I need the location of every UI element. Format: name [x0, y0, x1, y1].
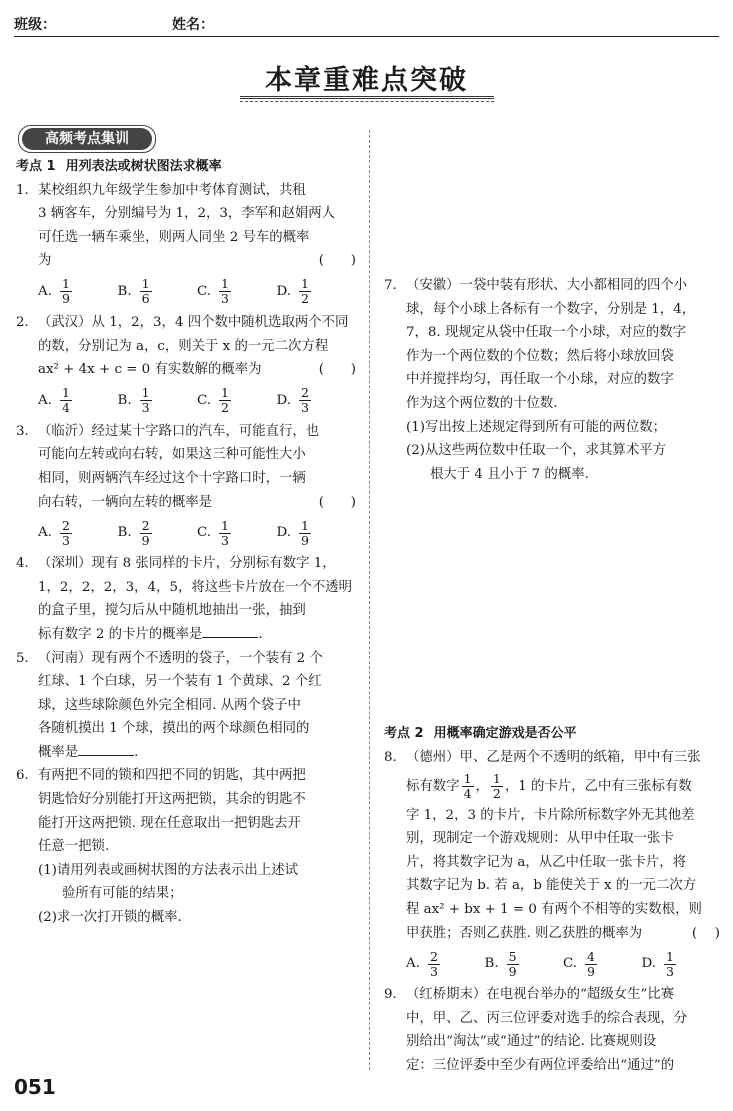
question-7: 7. （安徽）一袋中装有形状、大小都相同的四个小 球，每个小球上各标有一个数字，分别是 1，4， 7，8. 现规定从袋中任取一个小球，对应的数字 作为一个两位数的个位数；然后将小球放回袋 中并搅拌均匀，再任取一个小球，对应的数字 作为这个两位数的十位数.	[384, 278, 696, 411]
answer-paren[interactable]: ( )	[691, 925, 720, 941]
question-6-part-2: (2)求一次打开锁的概率.	[38, 910, 182, 926]
right-column	[384, 274, 720, 1077]
question-1: 1. 某校组织九年级学生参加中考体育测试，共租 3 辆客车，分别编号为 1，2，3，李军和赵娟两人 可任选一辆车乘坐，则两人同坐 2 号车的概率 为 ( )	[16, 179, 356, 273]
question-9: 9. （红桥期末）在电视台举办的“超级女生”比赛 中，甲、乙、丙三位评委对选手的综合表现，分 别给出“淘汰”或“通过”的结论. 比赛规则设 定：三位评委中至少有两位评委给出“通过”的	[384, 987, 688, 1073]
option-d[interactable]: D. $\frac{1}{3}$	[641, 948, 674, 979]
question-2: 2. （武汉）从 1，2，3，4 四个数中随机选取两个不同 的数，分别记为 a，c，则关于 x 的一元二次方程 ax² + 4x + c = 0 有实数解的概率为 ( )	[16, 311, 356, 382]
left-column	[16, 155, 356, 930]
question-5: 5. （河南）现有两个不透明的袋子，一个装有 2 个 红球、1 个白球，另一个装有 1 个黄球、2 个红 球，这些球除颜色外完全相同. 从两个袋子中 各随机摸出 1 个球，摸出的两个球颜色相同的 概率是 .	[16, 650, 323, 760]
option-a[interactable]: A. $\frac{2}{3}$	[406, 948, 438, 979]
option-b[interactable]: B. $\frac{2}{9}$	[117, 517, 150, 548]
option-a[interactable]: A. $\frac{2}{3}$	[38, 517, 70, 548]
question-7-part-2: (2)从这些两位数中任取一个，求其算术平方 根大于 4 且小于 7 的概率.	[406, 443, 666, 482]
name-label: 姓名：	[172, 17, 214, 33]
question-6: 6. 有两把不同的锁和四把不同的钥匙，其中两把 钥匙恰好分别能打开这两把锁，其余的钥匙不 能打开这两把锁. 现在任意取出一把钥匙去开 任意一把锁.	[16, 768, 306, 855]
page-number: 051	[14, 1075, 56, 1099]
title-underline	[240, 96, 494, 99]
question-3-options	[16, 516, 356, 550]
option-c[interactable]: C. $\frac{4}{9}$	[563, 948, 595, 979]
answer-paren[interactable]: ( )	[318, 362, 356, 378]
option-c[interactable]: C. $\frac{1}{2}$	[197, 385, 229, 416]
question-4: 4. （深圳）现有 8 张同样的卡片，分别标有数字 1， 1，2，2，2，3，4，5，将这些卡片放在一个不透明 的盒子里，搅匀后从中随机地抽出一张，抽到 标有数字 2 的卡片的概率是 .	[16, 556, 353, 642]
section-badge: 高频考点集训	[22, 128, 152, 150]
option-b[interactable]: B. $\frac{5}{9}$	[484, 948, 517, 979]
option-d[interactable]: D. $\frac{1}{9}$	[276, 517, 309, 548]
option-b[interactable]: B. $\frac{1}{6}$	[117, 276, 150, 307]
option-d[interactable]: D. $\frac{2}{3}$	[276, 385, 309, 416]
answer-paren[interactable]: ( )	[318, 253, 356, 269]
question-1-options	[16, 275, 356, 309]
question-6-part-1: (1)请用列表或画树状图的方法表示出上述试 验所有可能的结果；	[38, 862, 298, 902]
class-label: 班级：	[14, 17, 56, 33]
option-c[interactable]: C. $\frac{1}{3}$	[197, 276, 229, 307]
keypoint-1-heading: 考点 1 用列表法或树状图法求概率	[16, 159, 222, 174]
fraction-one-quarter: $\frac{1}{4}$	[463, 770, 472, 801]
question-7-part-1: (1)写出按上述规定得到所有可能的两位数；	[406, 419, 666, 435]
answer-space	[384, 486, 720, 722]
question-2-options	[16, 384, 356, 418]
question-8-options	[384, 947, 720, 981]
column-divider	[369, 130, 370, 1070]
page-title: 本章重难点突破	[265, 65, 468, 96]
fraction-one-half: $\frac{1}{2}$	[492, 770, 501, 801]
question-3: 3. （临沂）经过某十字路口的汽车，可能直行，也 可能向左转或向右转，如果这三种可能性大小 相同，则两辆汽车经过这个十字路口时，一辆 向右转，一辆向左转的概率是 ( )	[16, 420, 356, 514]
keypoint-2-heading: 考点 2 用概率确定游戏是否公平	[384, 726, 577, 742]
option-c[interactable]: C. $\frac{1}{3}$	[197, 517, 229, 548]
page-header	[14, 10, 719, 37]
answer-blank[interactable]	[78, 741, 134, 756]
title-underline-dashed	[240, 101, 494, 102]
option-a[interactable]: A. $\frac{1}{4}$	[38, 385, 70, 416]
option-a[interactable]: A. $\frac{1}{9}$	[38, 276, 70, 307]
option-b[interactable]: B. $\frac{1}{3}$	[117, 385, 150, 416]
answer-blank[interactable]	[202, 623, 258, 638]
answer-paren[interactable]: ( )	[318, 494, 356, 510]
question-8: 8. （德州）甲、乙是两个不透明的纸箱，甲中有三张 标有数字 $\frac{1}{4}$ ， $\frac{1}{2}$ ，1 的卡片，乙中有三张标有数 字 1，2，3 的卡片，卡片除所标数字外无其他差 别，现制定一个游戏规则：从甲中任取一张卡 片，将其数字记为 a，从乙中任取一张卡片，将 其数字记为 b. 若 a，b 能使关于 x 的一元二次方 程 ax² + bx + 1 = 0 有两个不相等的实数根，则 甲获胜；否则乙获胜. 则乙获胜的概率为 ( )	[384, 746, 720, 945]
option-d[interactable]: D. $\frac{1}{2}$	[276, 276, 309, 307]
